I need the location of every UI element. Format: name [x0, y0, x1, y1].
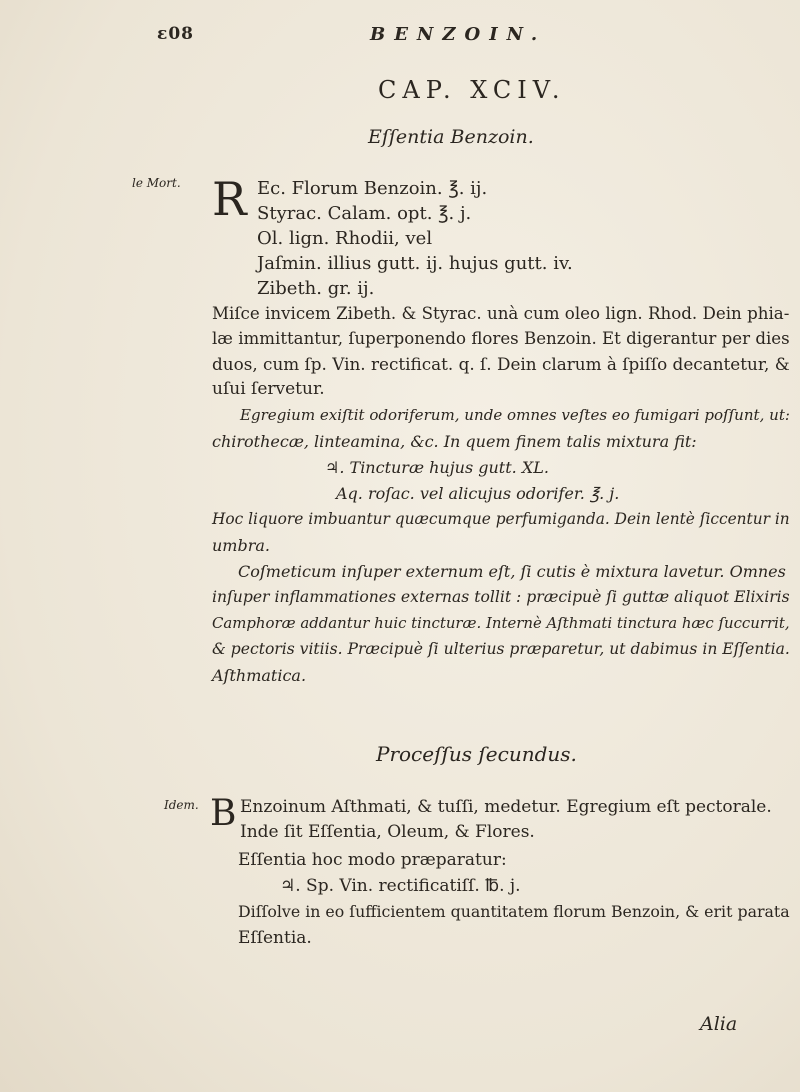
- chapter-label: CAP. XCIV.: [378, 76, 566, 104]
- recipe-line: Styrac. Calam. opt. ℥. j.: [257, 203, 472, 224]
- italic-line: Egregium exiſtit odoriferum, unde omnes veſtes eo fumigari poſſunt, ut:: [240, 406, 790, 424]
- italic-line: Hoc liquore imbuantur quæcumque perfumiganda. Dein lentè ſiccentur in: [212, 510, 790, 528]
- italic-line: Coſmeticum inſuper externum eſt, ſi cutis è mixtura lavetur. Omnes: [238, 562, 786, 581]
- recipe-line: Zibeth. gr. ij.: [257, 278, 375, 299]
- recipe2-line: Eſſentia hoc modo præparatur:: [238, 850, 507, 870]
- recipe2-line: Eſſentia.: [238, 928, 312, 948]
- margin-note-author: le Mort.: [132, 176, 181, 190]
- recipe2-line: Diſſolve in eo ſufficientem quantitatem florum Benzoin, & erit parata: [238, 902, 790, 921]
- italic-line: ♃. Tincturæ hujus gutt. XL.: [325, 458, 549, 477]
- recipe-line: Ec. Florum Benzoin. ℥. ij.: [257, 178, 488, 199]
- recipe2-line: ♃. Sp. Vin. rectificatiſſ. ℔. j.: [280, 876, 521, 896]
- italic-line: chirothecæ, linteamina, &c. In quem finem talis mixtura fit:: [212, 432, 697, 451]
- italic-line: inſuper inflammationes externas tollit : præcipuè ſi guttæ aliquot Elixiris: [212, 588, 790, 606]
- page-number: ε08: [157, 24, 194, 44]
- body-line: Miſce invicem Zibeth. & Styrac. unà cum oleo lign. Rhod. Dein phia-: [212, 304, 790, 323]
- italic-line: Aq. roſac. vel alicujus odorifer. ℥. j.: [336, 484, 620, 503]
- recipe-line: Jaſmin. illius gutt. ij. hujus gutt. iv.: [257, 253, 573, 274]
- catchword: Alia: [700, 1013, 738, 1035]
- body-line: læ immittantur, ſuperponendo flores Benzoin. Et digerantur per dies: [212, 329, 790, 348]
- body-line: uſui ſervetur.: [212, 379, 325, 399]
- process-title: Proceſſus ſecundus.: [376, 742, 577, 766]
- chapter-title: Eſſentia Benzoin.: [368, 126, 534, 148]
- italic-line: Camphoræ addantur huic tincturæ. Internè Aſthmati tinctura hæc ſuccurrit,: [212, 614, 790, 632]
- running-title: BENZOIN.: [370, 24, 547, 45]
- body-line: duos, cum ſp. Vin. rectificat. q. ſ. Dein clarum à ſpiſſo decantetur, &: [212, 354, 790, 374]
- drop-cap-b: B: [210, 793, 237, 834]
- recipe2-line: Inde ſit Eſſentia, Oleum, & Flores.: [240, 822, 535, 842]
- drop-cap-r: R: [212, 172, 247, 226]
- margin-note-idem: Idem.: [164, 798, 199, 812]
- italic-line: umbra.: [212, 536, 270, 555]
- italic-line: Aſthmatica.: [212, 666, 307, 685]
- italic-line: & pectoris vitiis. Præcipuè ſi ulterius præparetur, ut dabimus in Eſſentia.: [212, 640, 790, 658]
- recipe-line: Ol. lign. Rhodii, vel: [257, 228, 433, 249]
- recipe2-line: Enzoinum Aſthmati, & tuſſi, medetur. Egregium eſt pectorale.: [240, 797, 772, 817]
